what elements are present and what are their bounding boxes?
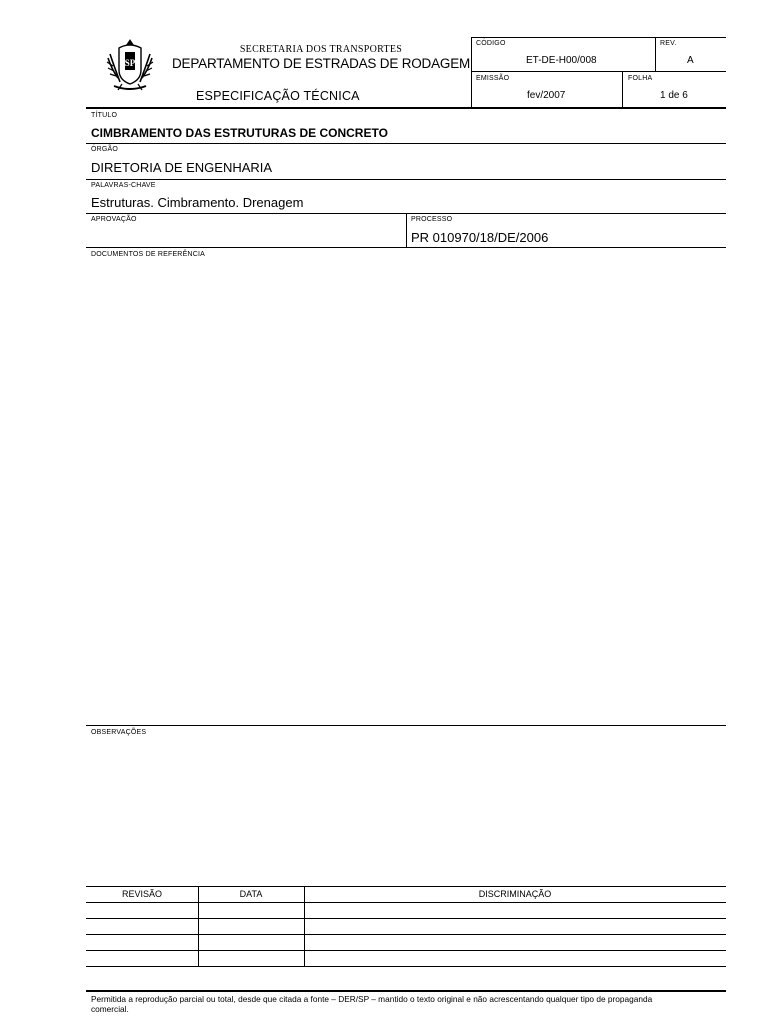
- processo-value: PR 010970/18/DE/2006: [411, 230, 549, 245]
- coat-of-arms-icon: [104, 38, 156, 94]
- header-rule: [86, 107, 726, 109]
- table-header-data: DATA: [239, 889, 263, 899]
- logo-letters: SP: [124, 58, 136, 68]
- table-header-discriminacao: DISCRIMINAÇÃO: [478, 889, 552, 899]
- codigo-label: CÓDIGO: [476, 40, 506, 47]
- emissao-value: fev/2007: [527, 90, 566, 101]
- emissao-label: EMISSÃO: [476, 75, 510, 82]
- table-bottom-border: [86, 966, 726, 967]
- codigo-value: ET-DE-H00/008: [526, 55, 597, 66]
- orgao-label: ÓRGÃO: [91, 146, 119, 153]
- footer-rule: [86, 990, 726, 992]
- titulo-value: CIMBRAMENTO DAS ESTRUTURAS DE CONCRETO: [91, 126, 388, 140]
- meta-middle-border: [472, 71, 726, 72]
- meta-rev-divider: [655, 37, 656, 71]
- documentos-rule: [86, 725, 726, 726]
- processo-label: PROCESSO: [411, 216, 453, 223]
- footer-line-2: comercial.: [91, 1004, 129, 1014]
- table-row-border: [86, 950, 726, 951]
- especificacao-title: ESPECIFICAÇÃO TÉCNICA: [196, 89, 360, 103]
- observacoes-label: OBSERVAÇÕES: [91, 729, 147, 736]
- aprovacao-label: APROVAÇÃO: [91, 216, 137, 223]
- coat-of-arms-logo: [104, 38, 156, 94]
- revision-table: [86, 886, 726, 967]
- folha-value: 1 de 6: [660, 90, 688, 101]
- meta-folha-divider: [622, 71, 623, 108]
- departamento-title: DEPARTAMENTO DE ESTRADAS DE RODAGEM: [172, 56, 471, 71]
- table-top-border: [86, 886, 726, 887]
- footer-line-1: Permitida a reprodução parcial ou total, desde que citada a fonte – DER/SP – mantido o texto original e não acrescentando qualquer tipo de propaganda: [91, 994, 653, 1004]
- palavras-label: PALAVRAS-CHAVE: [91, 182, 156, 189]
- table-header-border: [86, 902, 726, 903]
- processo-rule: [86, 247, 726, 248]
- footer-text: [91, 994, 726, 1014]
- documentos-label: DOCUMENTOS DE REFERÊNCIA: [91, 251, 205, 258]
- table-header-revisao: REVISÃO: [121, 889, 162, 899]
- meta-left-border: [471, 37, 472, 108]
- titulo-label: TÍTULO: [91, 112, 118, 119]
- orgao-rule: [86, 179, 726, 180]
- rev-value: A: [687, 55, 694, 66]
- meta-top-border: [472, 37, 726, 38]
- palavras-value: Estruturas. Cimbramento. Drenagem: [91, 195, 304, 210]
- titulo-rule: [86, 143, 726, 144]
- folha-label: FOLHA: [628, 75, 653, 82]
- table-row-border: [86, 934, 726, 935]
- table-row-border: [86, 918, 726, 919]
- rev-label: REV.: [660, 40, 677, 47]
- processo-divider: [406, 213, 407, 247]
- secretaria-title: SECRETARIA DOS TRANSPORTES: [239, 44, 403, 55]
- orgao-value: DIRETORIA DE ENGENHARIA: [91, 160, 273, 175]
